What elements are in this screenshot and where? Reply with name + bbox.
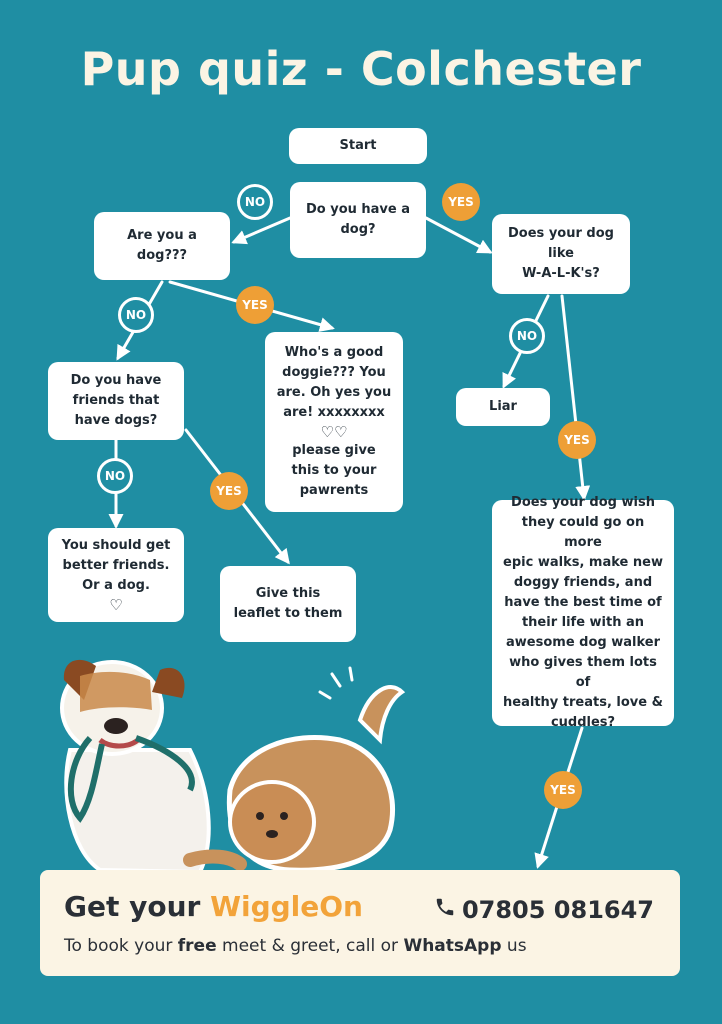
node-are-you-dog-label: Are you a dog??? bbox=[127, 228, 197, 263]
heart-icon: ♡♡ bbox=[320, 423, 348, 441]
node-better-friends-label: You should get better friends. Or a dog. bbox=[61, 538, 171, 593]
yes-badge: YES bbox=[544, 771, 582, 809]
tagline-free: free bbox=[177, 936, 217, 956]
cta-prefix: Get your bbox=[64, 890, 211, 923]
node-are-you-dog bbox=[94, 212, 230, 280]
phone-number: 07805 081647 bbox=[461, 896, 654, 924]
node-friends-dogs bbox=[48, 362, 184, 440]
yes-badge: YES bbox=[210, 472, 248, 510]
yes-badge: YES bbox=[236, 286, 274, 324]
node-liar-label: Liar bbox=[489, 399, 517, 414]
phone-contact[interactable] bbox=[434, 896, 654, 924]
yes-badge: YES bbox=[442, 183, 480, 221]
heart-icon: ♡ bbox=[109, 596, 123, 614]
node-have-dog-label: Do you have a dog? bbox=[305, 202, 411, 237]
tagline-part-2: meet & greet, call or bbox=[216, 936, 404, 956]
node-like-walks-label: Does your dog like W-A-L-K's? bbox=[508, 226, 614, 281]
node-good-doggie bbox=[265, 332, 403, 512]
footer-tagline bbox=[64, 936, 527, 956]
node-good-doggie-label: Who's a good doggie??? You are. Oh yes you are! xxxxxxxx bbox=[276, 345, 392, 420]
no-badge: NO bbox=[97, 458, 133, 494]
no-badge: NO bbox=[509, 318, 545, 354]
puppy-dog-image bbox=[190, 668, 402, 870]
node-friends-dogs-label: Do you have friends that have dogs? bbox=[70, 373, 162, 428]
node-start bbox=[289, 128, 427, 164]
arrow-have-to-are bbox=[234, 218, 290, 242]
tagline-part-1: To book your bbox=[64, 936, 178, 956]
node-wish-walks-label: Does your dog wish they could go on more epic walks, make new doggy friends, and have the best time of their life with an awesome dog walker who gives them lots of healthy treats, love & cuddles? bbox=[503, 495, 663, 730]
node-liar bbox=[456, 388, 550, 426]
no-badge: NO bbox=[118, 297, 154, 333]
node-better-friends bbox=[48, 528, 184, 622]
arrow-have-to-walks bbox=[426, 218, 490, 252]
brand-name: WiggleOn bbox=[210, 890, 363, 923]
node-start-label: Start bbox=[339, 138, 377, 153]
phone-icon bbox=[434, 896, 456, 924]
node-give-leaflet bbox=[220, 566, 356, 642]
page-title: Pup quiz - Colchester bbox=[80, 42, 642, 96]
node-have-dog bbox=[290, 182, 426, 258]
no-badge: NO bbox=[237, 184, 273, 220]
dogs-illustration bbox=[40, 640, 420, 890]
terrier-dog-image bbox=[62, 660, 209, 872]
footer-cta bbox=[64, 890, 363, 923]
yes-badge: YES bbox=[558, 421, 596, 459]
node-wish-walks bbox=[492, 495, 674, 730]
node-like-walks bbox=[492, 214, 630, 294]
node-give-leaflet-label: Give this leaflet to them bbox=[233, 586, 343, 621]
node-good-doggie-tail: please give this to your pawrents bbox=[291, 443, 377, 498]
tagline-part-3: us bbox=[501, 936, 527, 956]
tagline-whatsapp: WhatsApp bbox=[403, 936, 502, 956]
arrow-walks-to-wish bbox=[562, 296, 584, 498]
footer-banner bbox=[40, 870, 680, 976]
